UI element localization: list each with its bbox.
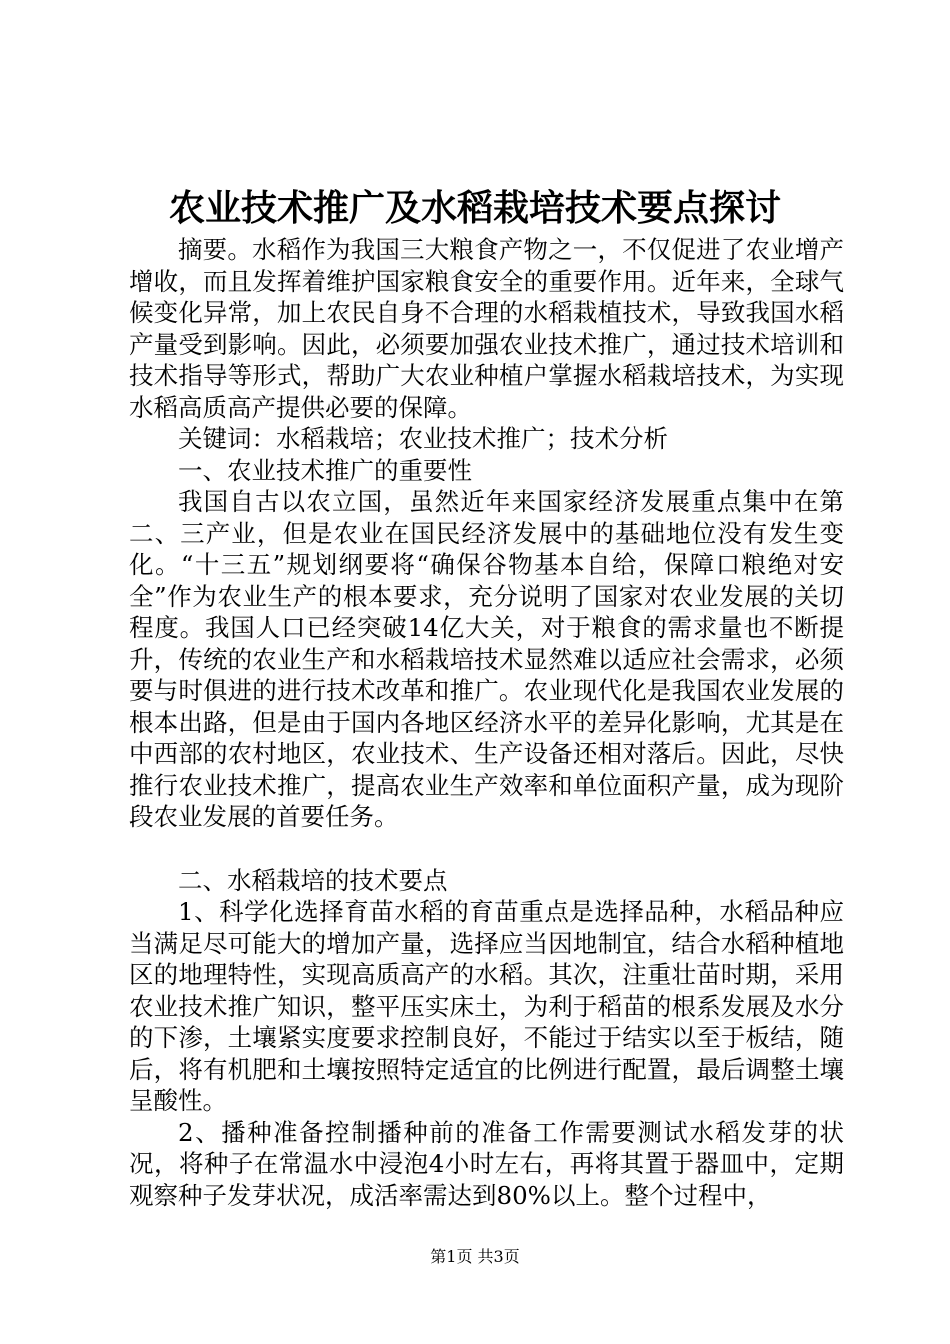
section-heading-1: 一、农业技术推广的重要性 (178, 455, 472, 485)
paragraph-spacer (129, 833, 844, 865)
document-body (129, 234, 844, 1211)
body-paragraph-3: 2、播种准备控制播种前的准备工作需要测试水稻发芽的状况，将种子在常温水中浸泡4小时左右，再将其置于器皿中，定期观察种子发芽状况，成活率需达到80%以上。整个过程中， (129, 1117, 844, 1210)
section-heading-2: 二、水稻栽培的技术要点 (178, 865, 448, 895)
document-title: 农业技术推广及水稻栽培技术要点探讨 (168, 187, 781, 229)
body-paragraph-2: 1、科学化选择育苗水稻的育苗重点是选择品种，水稻品种应当满足尽可能大的增加产量，选择应当因地制宜，结合水稻种植地区的地理特性，实现高质高产的水稻。其次，注重壮苗时期，采用农业技术推广知识，整平压实床土，为利于稻苗的根系发展及水分的下渗，土壤紧实度要求控制良好，不能过于结实以至于板结，随后，将有机肥和土壤按照特定适宜的比例进行配置，最后调整土壤呈酸性。 (129, 897, 844, 1115)
page-footer: 第1页 共3页 (430, 1247, 520, 1266)
body-paragraph-1: 我国自古以农立国，虽然近年来国家经济发展重点集中在第二、三产业，但是农业在国民经济发展中的基础地位没有发生变化。“十三五”规划纲要将“确保谷物基本自给，保障口粮绝对安全”作为农业生产的根本要求，充分说明了国家对农业发展的关切程度。我国人口已经突破14亿大关，对于粮食的需求量也不断提升，传统的农业生产和水稻栽培技术显然难以适应社会需求，必须要与时俱进的进行技术改革和推广。农业现代化是我国农业发展的根本出路，但是由于国内各地区经济水平的差异化影响，尤其是在中西部的农村地区，农业技术、生产设备还相对落后。因此，尽快推行农业技术推广，提高农业生产效率和单位面积产量，成为现阶段农业发展的首要任务。 (129, 487, 844, 831)
abstract-paragraph: 摘要。水稻作为我国三大粮食产物之一，不仅促进了农业增产增收，而且发挥着维护国家粮食安全的重要作用。近年来，全球气候变化异常，加上农民自身不合理的水稻栽植技术，导致我国水稻产量受到影响。因此，必须要加强农业技术推广，通过技术培训和技术指导等形式，帮助广大农业种植户掌握水稻栽培技术，为实现水稻高质高产提供必要的保障。 (129, 235, 844, 422)
keywords-line: 关键词：水稻栽培；农业技术推广；技术分析 (178, 424, 668, 453)
